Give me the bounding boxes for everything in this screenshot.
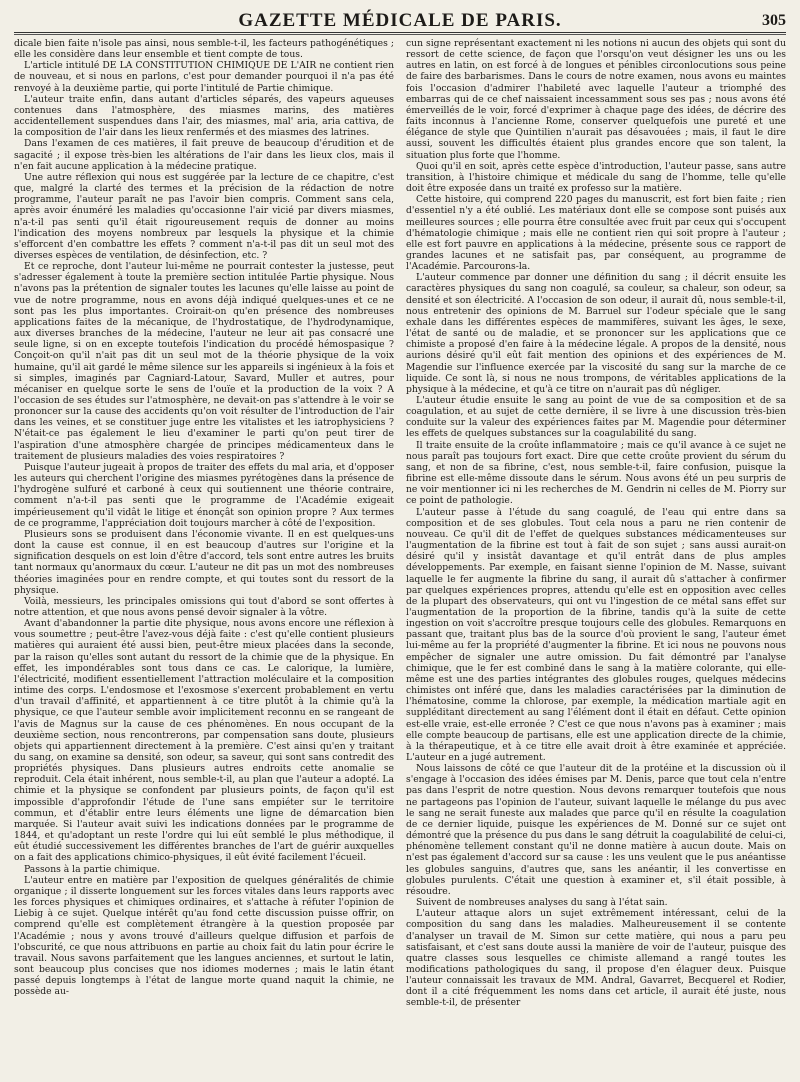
paragraph: Passons à la partie chimique. bbox=[24, 863, 161, 875]
paragraph: L'auteur passe à l'étude du sang coagulé, de l'eau qui entre dans sa composition et de ses globules. Tout cela nous a paru ne rien contenir de nouveau. Ce qu'il dit de l'effet de quelques substances médicamenteuses sur l'augmentation de la fibrine est tout à fait de son sujet ; sans aussi aurait-on désiré qu'il y insistât davantage et qu'il entrât dans de plus amples développements. Par exemple, en faisant sienne l'opinion de M. Nasse, suivant laquelle le fer augmente la fibrine du sang, il aurait dû s'attacher à confirmer par quelques expériences propres, attendu qu'elle est en opposition avec celles de la plupart des observateurs, qui ont vu l'ingestion de ce métal sans effet sur l'augmentation de la proportion de la fibrine, tandis qu'à la suite de cette ingestion on voit s'accroître presque toujours celle des globules. Remarquons en passant que, traitant plus bas de la source d'où provient le sang, l'auteur émet lui-même au fer la propriété d'augmenter la fibrine. Et ici nous ne pouvons nous empêcher de signaler une autre omission. Du fait démontré par l'analyse chimique, que le fer est combiné dans le sang à la matière colorante, qui elle-même est une des parties intégrantes des globules rouges, quelques médecins chimistes ont inféré que, dans les maladies caractérisées par la diminution de l'hématosine, comme la chlorose, par exemple, la médication martiale agit en suppléditant directement au sang l'élément dont il était en défaut. Cette opinion est-elle vraie, est-elle erronée ? C'est ce que nous n'avons pas à examiner ; mais elle compte beaucoup de partisans, elle est une application directe de la chimie, à la thérapeutique, et à ce titre elle avait droit à être examinée et appréciée. L'auteur en a jugé autrement. bbox=[406, 506, 786, 763]
paragraph: L'auteur commence par donner une définition du sang ; il décrit ensuite les caractères physiques du sang non coagulé, sa couleur, sa chaleur, son odeur, sa densité et son électricité. A l'occasion de son odeur, il aurait dû, nous semble-t-il, nous entretenir des opinions de M. Barruel sur l'odeur spéciale que le sang exhale dans les différentes espèces de mammifères, suivant les âges, le sexe, l'état de santé ou de maladie, et se prononcer sur les applications que ce chimiste a proposé d'en faire à la médecine légale. A propos de la densité, nous aurions désiré qu'il eût fait mention des opinions et des expériences de M. Magendie sur l'influence exercée par la viscosité du sang sur la marche de ce liquide. Ce sont là, si nous ne nous trompons, de véritables applications de la physique à la médecine, et qu'à ce titre on n'aurait pas dû négliger. bbox=[406, 272, 786, 395]
paragraph: Voilà, messieurs, les principales omissions qui tout d'abord se sont offertes à notre attention, et que nous avons pensé devoir signaler à la vôtre. bbox=[14, 595, 394, 618]
paragraph: Cette histoire, qui comprend 220 pages du manuscrit, est fort bien faite ; rien d'essentiel n'y a été oublié. Les matériaux dont elle se compose sont puisés aux meilleures sources ; elle pourra être consultée avec fruit par ceux qui s'occupent d'hématologie chimique ; mais elle ne contient rien qui soit propre à l'auteur ; elle est fort pauvre en applications à la médecine, présente sous ce rapport de grandes lacunes et ne satisfait pas, par conséquent, au programme de l'Académie. Parcourons-la. bbox=[406, 194, 786, 273]
paragraph: Plusieurs sons se produisent dans l'économie vivante. Il en est quelques-uns dont la cause est connue, il en est beaucoup d'autres sur l'origine et la signification desquels on est loin d'être d'accord, tels sont entre autres les bruits tant normaux qu'anormaux du cœur. L'auteur ne dit pas un mot des nombreuses théories imaginées pour en rendre compte, et qui toutes sont du ressort de la physique. bbox=[14, 528, 394, 596]
paragraph: Dans l'examen de ces matières, il fait preuve de beaucoup d'érudition et de sagacité ; il expose très-bien les altérations de l'air dans les lieux clos, mais il n'en fait aucune application à la médecine pratique. bbox=[14, 138, 394, 172]
left-column bbox=[14, 38, 394, 1076]
paragraph: Et ce reproche, dont l'auteur lui-même ne pourrait contester la justesse, peut s'adresser également à toute la première section intitulée Partie physique. Nous n'avons pas la prétention de signaler toutes les lacunes qu'elle laisse au point de vue de notre programme, nous en avons déjà indiqué quelques-unes et ce ne sont pas les plus importantes. Croirait-on qu'en présence des nombreuses applications faites de la mécanique, de l'hydrostatique, de l'hydrodynamique, aux diverses branches de la médecine, l'auteur ne leur ait pas consacré une seule ligne, si on en excepte toutefois l'indication du procédé hémospasique ? Conçoit-on qu'il n'ait pas dit un seul mot de la théorie physique de la voix humaine, qu'il ait gardé le même silence sur les appareils si ingénieux à la fois et si simples, imaginés par Cagniard-Latour, Savard, Muller et autres, pour mécaniser en quelque sorte le sens de l'ouïe et la production de la voix ? A l'occasion de ses études sur l'atmosphère, ne devait-on pas s'attendre à le voir se prononcer sur la cause des accidents qu'on voit résulter de l'introduction de l'air dans les veines, et se constituer juge entre les vitalistes et les iatrophysiciens ? N'était-ce pas également le lieu d'examiner le parti qu'on peut tirer de l'aspiration d'une atmosphère chargée de principes médicamenteux dans le traitement de plusieurs maladies des voies respiratoires ? bbox=[14, 261, 394, 462]
paragraph: L'auteur attaque alors un sujet extrêmement intéressant, celui de la composition du sang dans les maladies. Malheureusement il se contente d'analyser un travail de M. Simon sur cette matière, qui nous a paru peu satisfaisant, et c'est sans doute aussi la manière de voir de l'auteur, puisque des quatre classes sous lesquelles ce chimiste allemand a rangé toutes les modifications pathologiques du sang, il propose d'en élaguer deux. Puisque l'auteur connaissait les travaux de MM. Andral, Gavarret, Becquerel et Rodier, dont il a cité fréquemment les noms dans cet article, il aurait été juste, nous semble-t-il, de présenter bbox=[406, 908, 786, 1009]
journal-title: GAZETTE MÉDICALE DE PARIS. bbox=[238, 10, 562, 31]
paragraph: Il traite ensuite de la croûte inflammatoire ; mais ce qu'il avance à ce sujet ne nous paraît pas toujours fort exact. Dire que cette croûte provient du sérum du sang, et non de sa fibrine, c'est, nous semble-t-il, faire confusion, puisque la fibrine est elle-même dissoute dans le sérum. Nous avons été un peu surpris de ne voir mentionner ici ni les recherches de M. Gendrin ni celles de M. Piorry sur ce point de pathologie. bbox=[406, 439, 786, 507]
masthead bbox=[14, 6, 786, 33]
paragraph: L'article intitulé DE LA CONSTITUTION CHIMIQUE DE L'AIR ne contient rien de nouveau, et si nous en parlons, c'est pour demander pourquoi il n'a pas été renvoyé à la deuxième partie, qui porte l'intitulé de Partie chimique. bbox=[14, 60, 394, 94]
paragraph: L'auteur étudie ensuite le sang au point de vue de sa composition et de sa coagulation, et au sujet de cette dernière, il se livre à une discussion très-bien conduite sur la valeur des expériences faites par M. Magendie pour déterminer les effets de quelques substances sur la coagulabilité du sang. bbox=[406, 395, 786, 440]
paragraph: Avant d'abandonner la partie dite physique, nous avons encore une réflexion à vous soumettre ; peut-être l'avez-vous déjà faite : c'est qu'elle contient plusieurs matières qui auraient été aussi bien, peut-être mieux placées dans la seconde, par la raison qu'elles sont autant du ressort de la chimie que de la physique. En effet, les impondérables sont tous dans ce cas. Le calorique, la lumière, l'électricité, modifient essentiellement l'attraction moléculaire et la composition intime des corps. L'endosmose et l'exosmose s'exercent probablement en vertu d'un travail d'affinité, et appartiennent à ce titre plutôt à la chimie qu'à la physique, ce que l'auteur semble avoir implicitement reconnu en se rangeant de l'avis de Magnus sur la cause de ces phénomènes. En nous occupant de la deuxième section, nous rencontrerons, par compensation sans doute, plusieurs objets qui appartiennent directement à la première. C'est ainsi qu'en y traitant du sang, on examine sa densité, son odeur, sa saveur, qui sont sans contredit des propriétés physiques. Dans plusieurs autres endroits cette anomalie se reproduit. Cela était inhérent, nous semble-t-il, au plan que l'auteur a adopté. La chimie et la physique se confondent par plusieurs points, de façon qu'il est impossible d'approfondir l'étude de l'une sans empiéter sur le territoire commun, et d'établir entre leurs éléments une ligne de démarcation bien marquée. Si l'auteur avait suivi les indications données par le programme de 1844, et qu'adoptant un reste l'ordre qui lui eût semblé le plus méthodique, il eût étudié successivement les différentes branches de l'art de guérir auxquelles on a fait des applications chimico-physiques, il eût évité facilement l'écueil. bbox=[14, 618, 394, 864]
paragraph: L'auteur traite enfin, dans autant d'articles séparés, des vapeurs aqueuses contenues dans l'atmosphère, des miasmes marins, des matières accidentellement suspendues dans l'air, des miasmes, mal' aria, aria cattiva, de la composition de l'air dans les lieux renfermés et des miasmes des latrines. bbox=[14, 93, 394, 139]
paragraph: Une autre réflexion qui nous est suggérée par la lecture de ce chapitre, c'est que, malgré la clarté des termes et la précision de la rédaction de notre programme, l'auteur paraît ne pas l'avoir bien compris. Comment sans cela, après avoir énuméré les maladies qu'occasionne l'air vicié par divers miasmes, n'a-t-il pas senti qu'il était rigoureusement requis de donner au moins l'indication des moyens nombreux par lesquels la physique et la chimie s'efforcent d'en combattre les effets ? comment n'a-t-il pas dit un seul mot des diverses espèces de ventilation, de désinfection, etc. ? bbox=[14, 171, 394, 261]
paragraph: cun signe représentant exactement ni les notions ni aucun des objets qui sont du ressort de cette science, de façon que l'orsqu'on veut désigner les uns ou les autres en latin, on est forcé à de longues et pénibles circonlocutions sous peine de faire des barbarismes. Dans le cours de notre examen, nous avons eu maintes fois l'occasion d'admirer l'habileté avec laquelle l'auteur a triomphé des embarras qui de ce chef naissaient incessamment sous ses pas ; nous avons été émerveillés de le voir, forcé d'exprimer à chaque page des idées, de décrire des faits inconnus à l'ancienne Rome, conserver quelquefois une pureté et une élégance de style que Quintilien n'aurait pas désavouées ; mais, il faut le dire aussi, souvent les difficultés étaient plus grandes encore que son talent, la situation plus forte que l'homme. bbox=[406, 38, 786, 161]
right-column bbox=[406, 38, 786, 1076]
paragraph: Puisque l'auteur jugeait à propos de traiter des effets du mal aria, et d'opposer les auteurs qui cherchent l'origine des miasmes pyrétogènes dans la présence de l'hydrogène sulfuré et carboné à ceux qui soutiennent une théorie contraire, comment n'a-t-il pas senti que le programme de l'Académie exigeait impérieusement qu'il vidât le litige et énonçât son opinion propre ? Aux termes de ce programme, l'appréciation doit toujours marcher à côté de l'exposition. bbox=[14, 461, 394, 529]
paragraph: L'auteur entre en matière par l'exposition de quelques généralités de chimie organique ; il disserte longuement sur les forces vitales dans leurs rapports avec les forces physiques et chimiques ordinaires, et s'attache à réfuter l'opinion de Liebig à ce sujet. Quelque intérêt qu'au fond cette discussion puisse offrir, on comprend qu'elle est complètement étrangère à la question proposée par l'Académie ; nous y avons trouvé d'ailleurs quelque diffusion et parfois de l'obscurité, ce que nous attribuons en partie au choix fait du latin pour écrire le travail. Nous savons parfaitement que les langues anciennes, et surtout le latin, sont beaucoup plus concises que nos idiomes modernes ; mais le latin étant passé depuis longtemps à l'état de langue morte quand naquit la chimie, ne possède au- bbox=[14, 874, 394, 998]
paragraph: Quoi qu'il en soit, après cette espèce d'introduction, l'auteur passe, sans autre transition, à l'histoire chimique et médicale du sang de l'homme, telle qu'elle doit être exposée dans un traité ex professo sur la matière. bbox=[406, 160, 786, 195]
page-number: 305 bbox=[762, 12, 786, 29]
paragraph: Nous laissons de côté ce que l'auteur dit de la protéine et la discussion où il s'engage à l'occasion des idées émises par M. Denis, parce que tout cela n'entre pas dans l'esprit de notre question. Nous devons remarquer toutefois que nous ne partageons pas l'opinion de l'auteur, suivant laquelle le mélange du pus avec le sang ne serait funeste aux malades que parce qu'il en résulte la coagulation de ce dernier liquide, puisque les expériences de M. Donné sur ce sujet ont démontré que la présence du pus dans le sang détruit la coagulabilité de celui-ci, phénomène tellement constant qu'il ne donne matière à aucun doute. Mais on n'est pas également d'accord sur sa cause : les uns veulent que le pus anéantisse les globules sanguins, d'autres que, sans les anéantir, il les convertisse en globules purulents. C'était une question à examiner et, s'il était possible, à résoudre. bbox=[406, 763, 786, 897]
text-columns bbox=[14, 38, 786, 1076]
paragraph: Suivent de nombreuses analyses du sang à l'état sain. bbox=[416, 897, 668, 909]
paragraph: dicale bien faite n'isole pas ainsi, nous semble-t-il, les facteurs pathogénétiques ; elle les considère dans leur ensemble et tient compte de tous. bbox=[14, 38, 394, 61]
header-rule bbox=[14, 34, 786, 35]
